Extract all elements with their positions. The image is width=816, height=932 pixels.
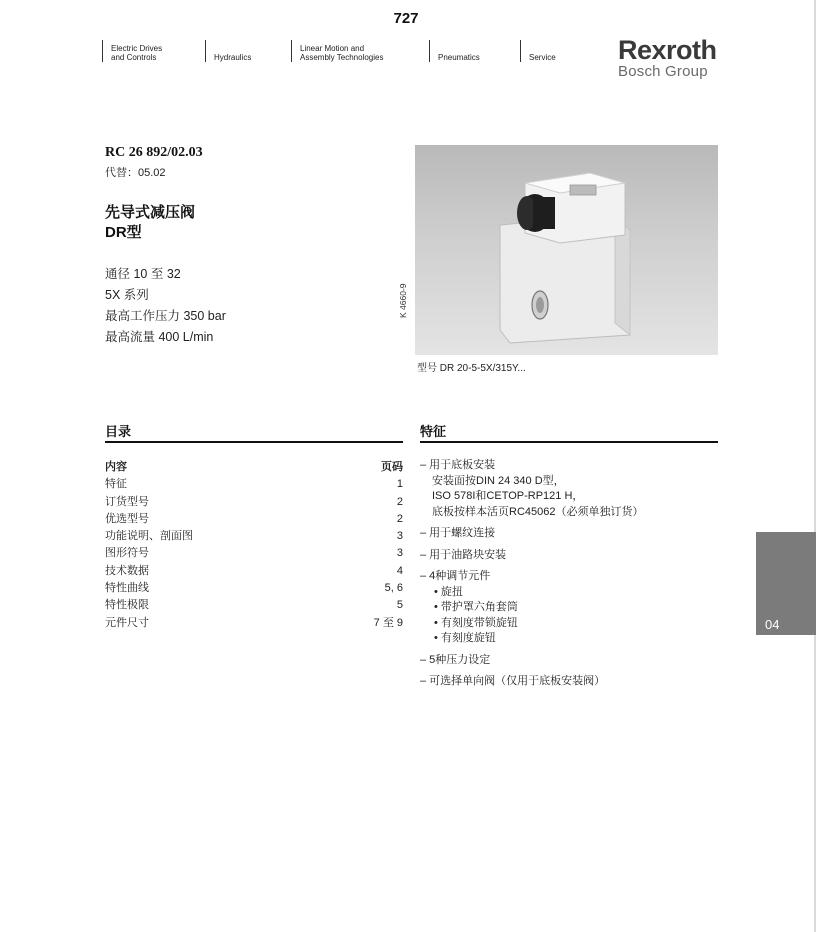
product-title: 先导式减压阀 [105, 204, 196, 221]
nav-item-electric-drives[interactable] [102, 40, 202, 62]
toc-label: 图形符号 [105, 547, 149, 560]
nav-item-pneumatics[interactable] [429, 40, 519, 62]
spec-series: 5X 系列 [105, 288, 149, 302]
brand-sub: Bosch Group [618, 63, 708, 80]
features-rule [420, 441, 718, 443]
toc-label: 特征 [105, 478, 127, 491]
feature-text: – 4种调节元件 [420, 570, 491, 582]
feature-item [420, 674, 720, 690]
toc-row[interactable] [105, 494, 403, 511]
photo-code: K 4660-9 [398, 283, 408, 318]
toc-row[interactable] [105, 545, 403, 562]
toc-page: 7 至 9 [373, 616, 403, 629]
toc-page: 4 [396, 564, 403, 577]
toc-page: 1 [396, 478, 403, 491]
toc-label: 优选型号 [105, 512, 149, 525]
brand-logo [618, 36, 717, 80]
feature-item [420, 526, 720, 542]
nav-label: Service [529, 53, 556, 62]
feature-text: – 用于底板安装 [420, 459, 496, 471]
feature-text: – 用于螺纹连接 [420, 527, 496, 539]
nav-item-service[interactable] [520, 40, 590, 62]
toc-row[interactable] [105, 597, 403, 614]
toc-label: 特性曲线 [105, 582, 149, 595]
spec-list [105, 264, 226, 348]
table-of-contents [105, 459, 403, 632]
nav-item-hydraulics[interactable] [205, 40, 289, 62]
toc-row[interactable] [105, 563, 403, 580]
toc-page: 2 [396, 495, 403, 508]
toc-head-content: 内容 [105, 461, 127, 473]
toc-row[interactable] [105, 580, 403, 597]
toc-page: 3 [396, 547, 403, 560]
toc-header-row [105, 459, 403, 476]
toc-row[interactable] [105, 615, 403, 632]
feature-bullet: • 带护罩六角套筒 [434, 601, 518, 613]
feature-text: – 可选择单向阀（仅用于底板安装阀） [420, 675, 606, 687]
nav-label: Hydraulics [214, 53, 252, 62]
feature-bullet: • 有刻度旋钮 [434, 632, 496, 644]
chapter-tab-label: 04 [765, 617, 780, 632]
spec-size: 通径 10 至 32 [105, 267, 181, 281]
page-number: 727 [393, 10, 419, 27]
feature-item [420, 548, 720, 564]
document-number: RC 26 892/02.03 [105, 145, 203, 160]
nav-label: Pneumatics [438, 53, 480, 62]
toc-row[interactable] [105, 476, 403, 493]
brand-name: Rexroth [618, 35, 717, 65]
toc-row[interactable] [105, 511, 403, 528]
features-title: 特征 [420, 424, 447, 439]
product-photo [415, 145, 718, 355]
valve-illustration [415, 145, 718, 355]
feature-item [420, 458, 720, 520]
toc-title: 目录 [105, 424, 132, 439]
chapter-tab[interactable] [756, 532, 816, 635]
toc-page: 3 [396, 530, 403, 543]
toc-label: 订货型号 [105, 495, 149, 508]
toc-row[interactable] [105, 528, 403, 545]
product-type: DR型 [105, 224, 142, 241]
nav-item-linear-motion[interactable] [291, 40, 427, 62]
feature-bullet: • 有刻度带锁旋钮 [434, 616, 518, 629]
feature-text: – 用于油路块安装 [420, 548, 507, 561]
photo-caption: 型号 DR 20-5-5X/315Y... [417, 363, 526, 374]
toc-page: 5, 6 [384, 582, 403, 595]
toc-page: 5 [396, 599, 403, 612]
toc-label: 特性极限 [105, 599, 149, 612]
replaces-note: 代替：05.02 [105, 167, 166, 179]
feature-item [420, 653, 720, 669]
feature-list [420, 458, 720, 696]
toc-label: 元件尺寸 [105, 616, 149, 629]
toc-rule [105, 441, 403, 443]
feature-cont: 底板按样本活页RC45062（必须单独订货） [432, 505, 644, 518]
spec-pressure: 最高工作压力 350 bar [105, 309, 226, 323]
toc-label: 技术数据 [105, 564, 149, 577]
spec-flow: 最高流量 400 L/min [105, 330, 214, 344]
feature-item [420, 569, 720, 647]
toc-page: 2 [396, 512, 403, 525]
nav-label: Linear Motion and Assembly Technologies [300, 44, 384, 62]
feature-text: – 5种压力设定 [420, 653, 491, 666]
feature-cont: ISO 578I和CETOP-RP121 H， [432, 490, 584, 502]
feature-bullet: • 旋扭 [434, 585, 463, 598]
feature-cont: 安装面按DIN 24 340 D型， [432, 474, 565, 487]
toc-label: 功能说明、剖面图 [105, 530, 193, 543]
toc-head-page: 页码 [381, 461, 403, 473]
nav-label: Electric Drives and Controls [111, 44, 163, 62]
